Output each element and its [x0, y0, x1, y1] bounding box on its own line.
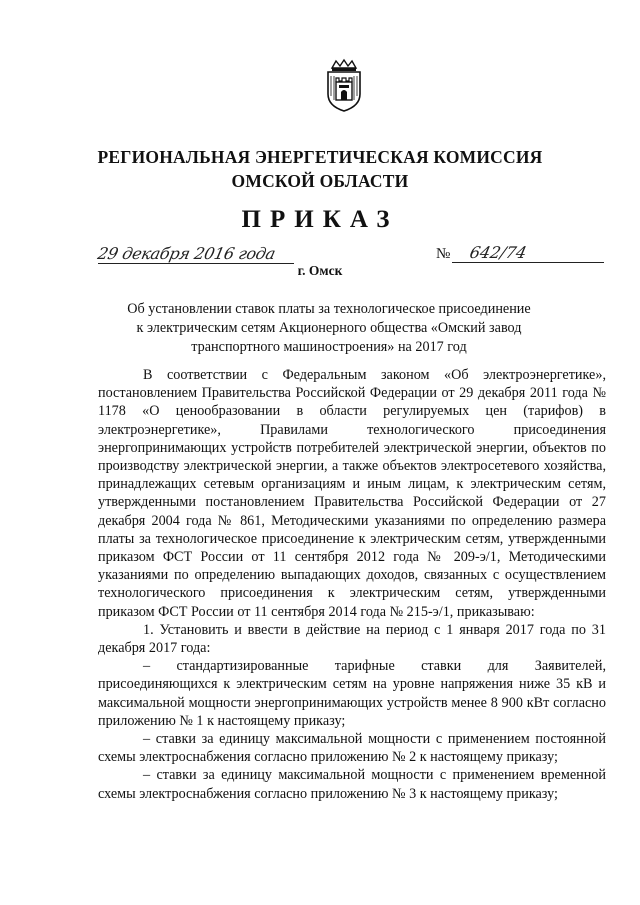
list-item-rates-temporary: – ставки за единицу максимальной мощности с применением временной схемы электроснабжения согласно приложению № 3 к настоящему приказу; [98, 767, 606, 802]
city-label: г. Омск [297, 263, 343, 278]
list-item-rates-standard: – стандартизированные тарифные ставки для Заявителей, присоединяющихся к электрическим сетям на уровне напряжения ниже 35 кВ и максимальной мощности энергопринимающих устройств менее 8 900 кВт согласно приложению № 1 к настоящему приказу; [98, 658, 606, 729]
document-body [98, 366, 606, 803]
list-item-rates-permanent: – ставки за единицу максимальной мощности с применением постоянной схемы электроснабжения согласно приложению № 2 к настоящему приказу; [98, 731, 606, 766]
document-subject [120, 300, 538, 357]
handwritten-date: 29 декабря 2016 года [95, 244, 278, 263]
number-label: № [436, 246, 451, 262]
subject-line: к электрическим сетям Акционерного общества «Омский завод [136, 320, 522, 336]
coat-of-arms-icon [322, 58, 366, 112]
subject-line: Об установлении ставок платы за технологическое присоединение [127, 301, 531, 317]
organization-name-line2: ОМСКОЙ ОБЛАСТИ [231, 171, 409, 191]
document-type-title: ПРИКАЗ [241, 206, 399, 233]
organization-name-line1: РЕГИОНАЛЬНАЯ ЭНЕРГЕТИЧЕСКАЯ КОМИССИЯ [97, 147, 543, 167]
handwritten-number: 642/74 [467, 243, 529, 262]
preamble-paragraph: В соответствии с Федеральным законом «Об электроэнергетике», постановлением Правительства Российской Федерации от 29 декабря 2011 года № 1178 «О ценообразовании в области регулируемых цен (тарифов) в электроэнергетике», Правилами технологического присоединения энергопринимающих устройств потребителей электрической энергии, объектов по производству электрической энергии, а также объектов электросетевого хозяйства, принадлежащих сетевым организациям и иным лицам, к электрическим сетям, утвержденными постановлением Правительства Российской Федерации от 27 декабря 2004 года № 861, Методическими указаниями по определению размера платы за технологическое присоединение к электрическим сетям, утвержденными приказом ФСТ России от 11 сентября 2012 года № 209-э/1, Методическими указаниями по определению выпадающих доходов, связанных с осуществлением технологического присоединения к электрическим сетям, утвержденными приказом ФСТ России от 11 сентября 2014 года № 215-э/1, приказываю: [98, 367, 606, 620]
order-item-1: 1. Установить и ввести в действие на период с 1 января 2017 года по 31 декабря 2017 года: [98, 621, 606, 657]
subject-line: транспортного машиностроения» на 2017 год [191, 339, 467, 355]
